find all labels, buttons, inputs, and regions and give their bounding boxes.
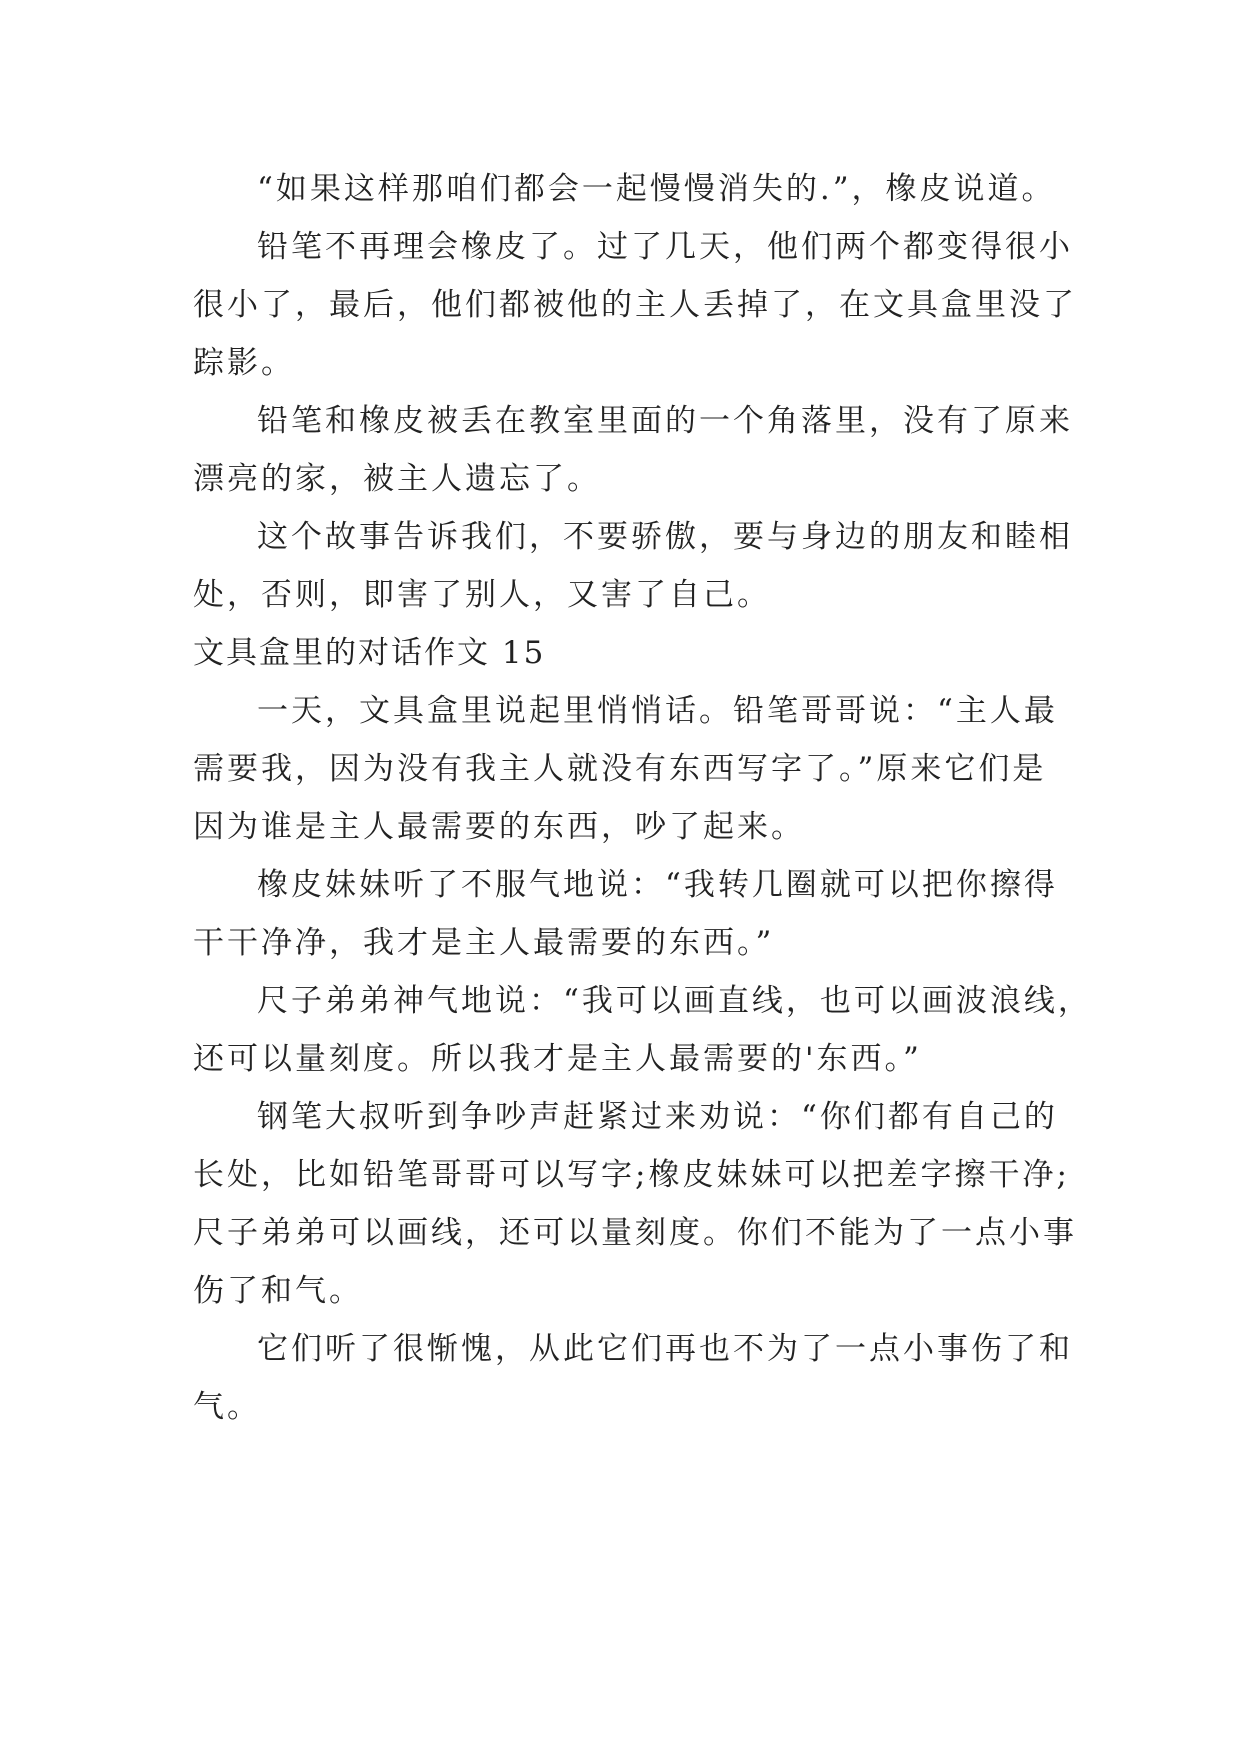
paragraph-8 — [193, 1088, 1077, 1320]
paragraph-4 — [193, 508, 1073, 624]
paragraph-9 — [193, 1320, 1073, 1436]
text-line: 橡皮妹妹听了不服气地说：“我转几圈就可以把你擦得 — [257, 867, 1058, 903]
text-line: 很小了，最后，他们都被他的主人丢掉了，在文具盒里没了 — [193, 287, 1077, 323]
paragraph-6 — [193, 856, 1073, 972]
paragraph-2 — [193, 218, 1077, 392]
paragraph-7 — [193, 972, 1092, 1088]
text-line: 长处，比如铅笔哥哥可以写字;橡皮妹妹可以把差字擦干净; — [193, 1157, 1070, 1193]
text-line: 因为谁是主人最需要的东西，吵了起来。 — [193, 809, 805, 845]
text-line: 尺子弟弟可以画线，还可以量刻度。你们不能为了一点小事 — [193, 1215, 1077, 1251]
text-line: 铅笔不再理会橡皮了。过了几天，他们两个都变得很小 — [257, 229, 1073, 265]
text-line: 尺子弟弟神气地说：“我可以画直线，也可以画波浪线， — [257, 983, 1092, 1019]
text-line: 伤了和气。 — [193, 1273, 363, 1309]
text-line: 还可以量刻度。所以我才是主人最需要的'东西。” — [193, 1041, 922, 1077]
text-line: 它们听了很惭愧，从此它们再也不为了一点小事伤了和 — [257, 1331, 1073, 1367]
text-line: 一天，文具盒里说起里悄悄话。铅笔哥哥说：“主人最 — [257, 693, 1058, 729]
paragraph-1 — [193, 160, 1073, 218]
text-line: 干干净净，我才是主人最需要的东西。” — [193, 925, 775, 961]
document-body — [193, 160, 1092, 1436]
text-line: 漂亮的家，被主人遗忘了。 — [193, 461, 601, 497]
paragraph-5 — [193, 682, 1073, 856]
paragraph-3 — [193, 392, 1073, 508]
text-line: “如果这样那咱们都会一起慢慢消失的.”，橡皮说道。 — [257, 171, 1056, 207]
text-line: 钢笔大叔听到争吵声赶紧过来劝说：“你们都有自己的 — [257, 1099, 1058, 1135]
text-line: 踪影。 — [193, 345, 295, 381]
text-line: 铅笔和橡皮被丢在教室里面的一个角落里，没有了原来 — [257, 403, 1073, 439]
text-line: 气。 — [193, 1389, 261, 1425]
heading-text: 文具盒里的对话作文 15 — [193, 635, 546, 671]
text-line: 需要我，因为没有我主人就没有东西写字了。”原来它们是 — [193, 751, 1047, 787]
text-line: 这个故事告诉我们，不要骄傲，要与身边的朋友和睦相 — [257, 519, 1073, 555]
section-heading — [193, 624, 1073, 682]
text-line: 处，否则，即害了别人，又害了自己。 — [193, 577, 771, 613]
